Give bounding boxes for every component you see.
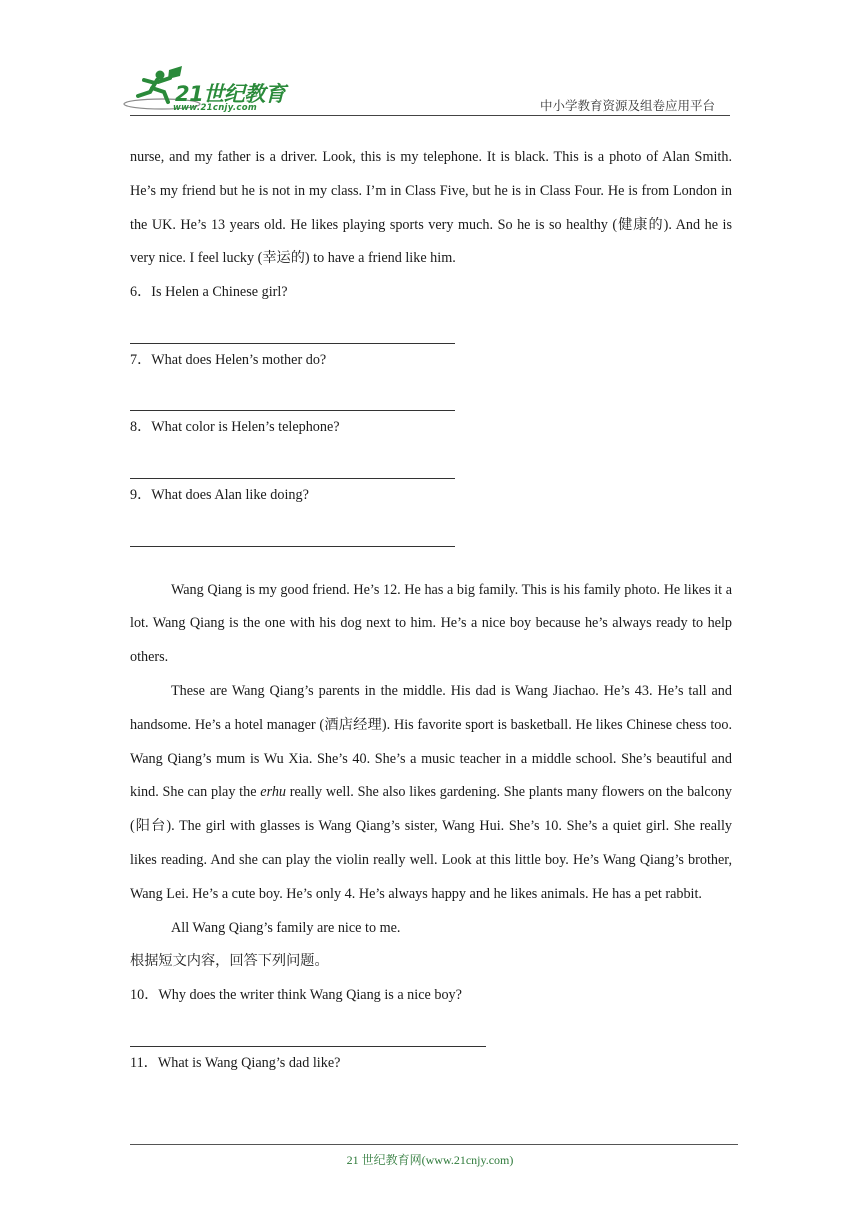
answer-line-6[interactable] [130,310,732,344]
question-7: 7．What does Helen’s mother do? [130,351,327,368]
passage2-paragraph-2-part-a: These are Wang Qiang’s parents in the middle. His dad is Wang Jiachao. He’s 43. He’s tall and handsome. He’s a hotel manager (酒店经理). His favorite sport is basketball. He likes Chinese chess too. Wang Qiang’s mum is Wu Xia. She’s 40. She’s a music teacher in a middle school. She’s beautiful and kind. She can play the [130,682,732,801]
passage2-paragraph-2 [130,675,732,912]
worksheet-content [130,141,732,1081]
passage2-paragraph-3: All Wang Qiang’s family are nice to me. [171,919,401,936]
logo-text: 21世纪教育 [175,82,286,106]
question-9: 9．What does Alan like doing? [130,486,309,503]
question-8: 8．What color is Helen’s telephone? [130,419,340,436]
erhu-term: erhu [260,784,287,801]
page-header [0,0,860,120]
answer-line-7[interactable] [130,378,732,412]
header-tagline: 中小学教育资源及组卷应用平台 [540,98,716,113]
question-6: 6．Is Helen a Chinese girl? [130,284,288,301]
passage-paragraph: nurse, and my father is a driver. Look, this is my telephone. It is black. This is a photo of Alan Smith. He’s my friend but he is not in my class. I’m in Class Five, but he is in Class Four. He is from London in the UK. He’s 13 years old. He likes playing sports very much. So he is so healthy (健康的). And he is very nice. I feel lucky (幸运的) to have a friend like him. [130,149,732,267]
answer-line-8[interactable] [130,445,732,479]
footer-text: 21 世纪教育网(www.21cnjy.com) [346,1153,514,1167]
passage2-paragraph-2-part-b: really well. She also likes gardening. She plants many flowers on the balcony (阳台). The girl with glasses is Wang Qiang’s sister, Wang Hui. She’s 10. She’s a quiet girl. She really likes reading. And she can play the violin really well. Look at this little boy. He’s Wang Qiang’s brother, Wang Lei. He’s a cute boy. He’s only 4. He’s always happy and he likes animals. He has a pet rabbit. [130,784,732,902]
logo-url: www.21cnjy.com [173,103,257,113]
footer-divider [130,1144,738,1145]
question-11: 11．What is Wang Qiang’s dad like? [130,1054,341,1071]
header-divider [130,115,730,116]
answer-line-10[interactable] [130,1013,732,1047]
instruction-text: 根据短文内容，回答下列问题。 [130,953,329,970]
section-gap [130,547,732,574]
question-10: 10．Why does the writer think Wang Qiang is a nice boy? [130,987,462,1004]
passage2-paragraph-1: Wang Qiang is my good friend. He’s 12. He has a big family. This is his family photo. He likes it a lot. Wang Qiang is the one with his dog next to him. He’s a nice boy because he’s always ready to help others. [130,581,732,666]
answer-line-9[interactable] [130,513,732,547]
